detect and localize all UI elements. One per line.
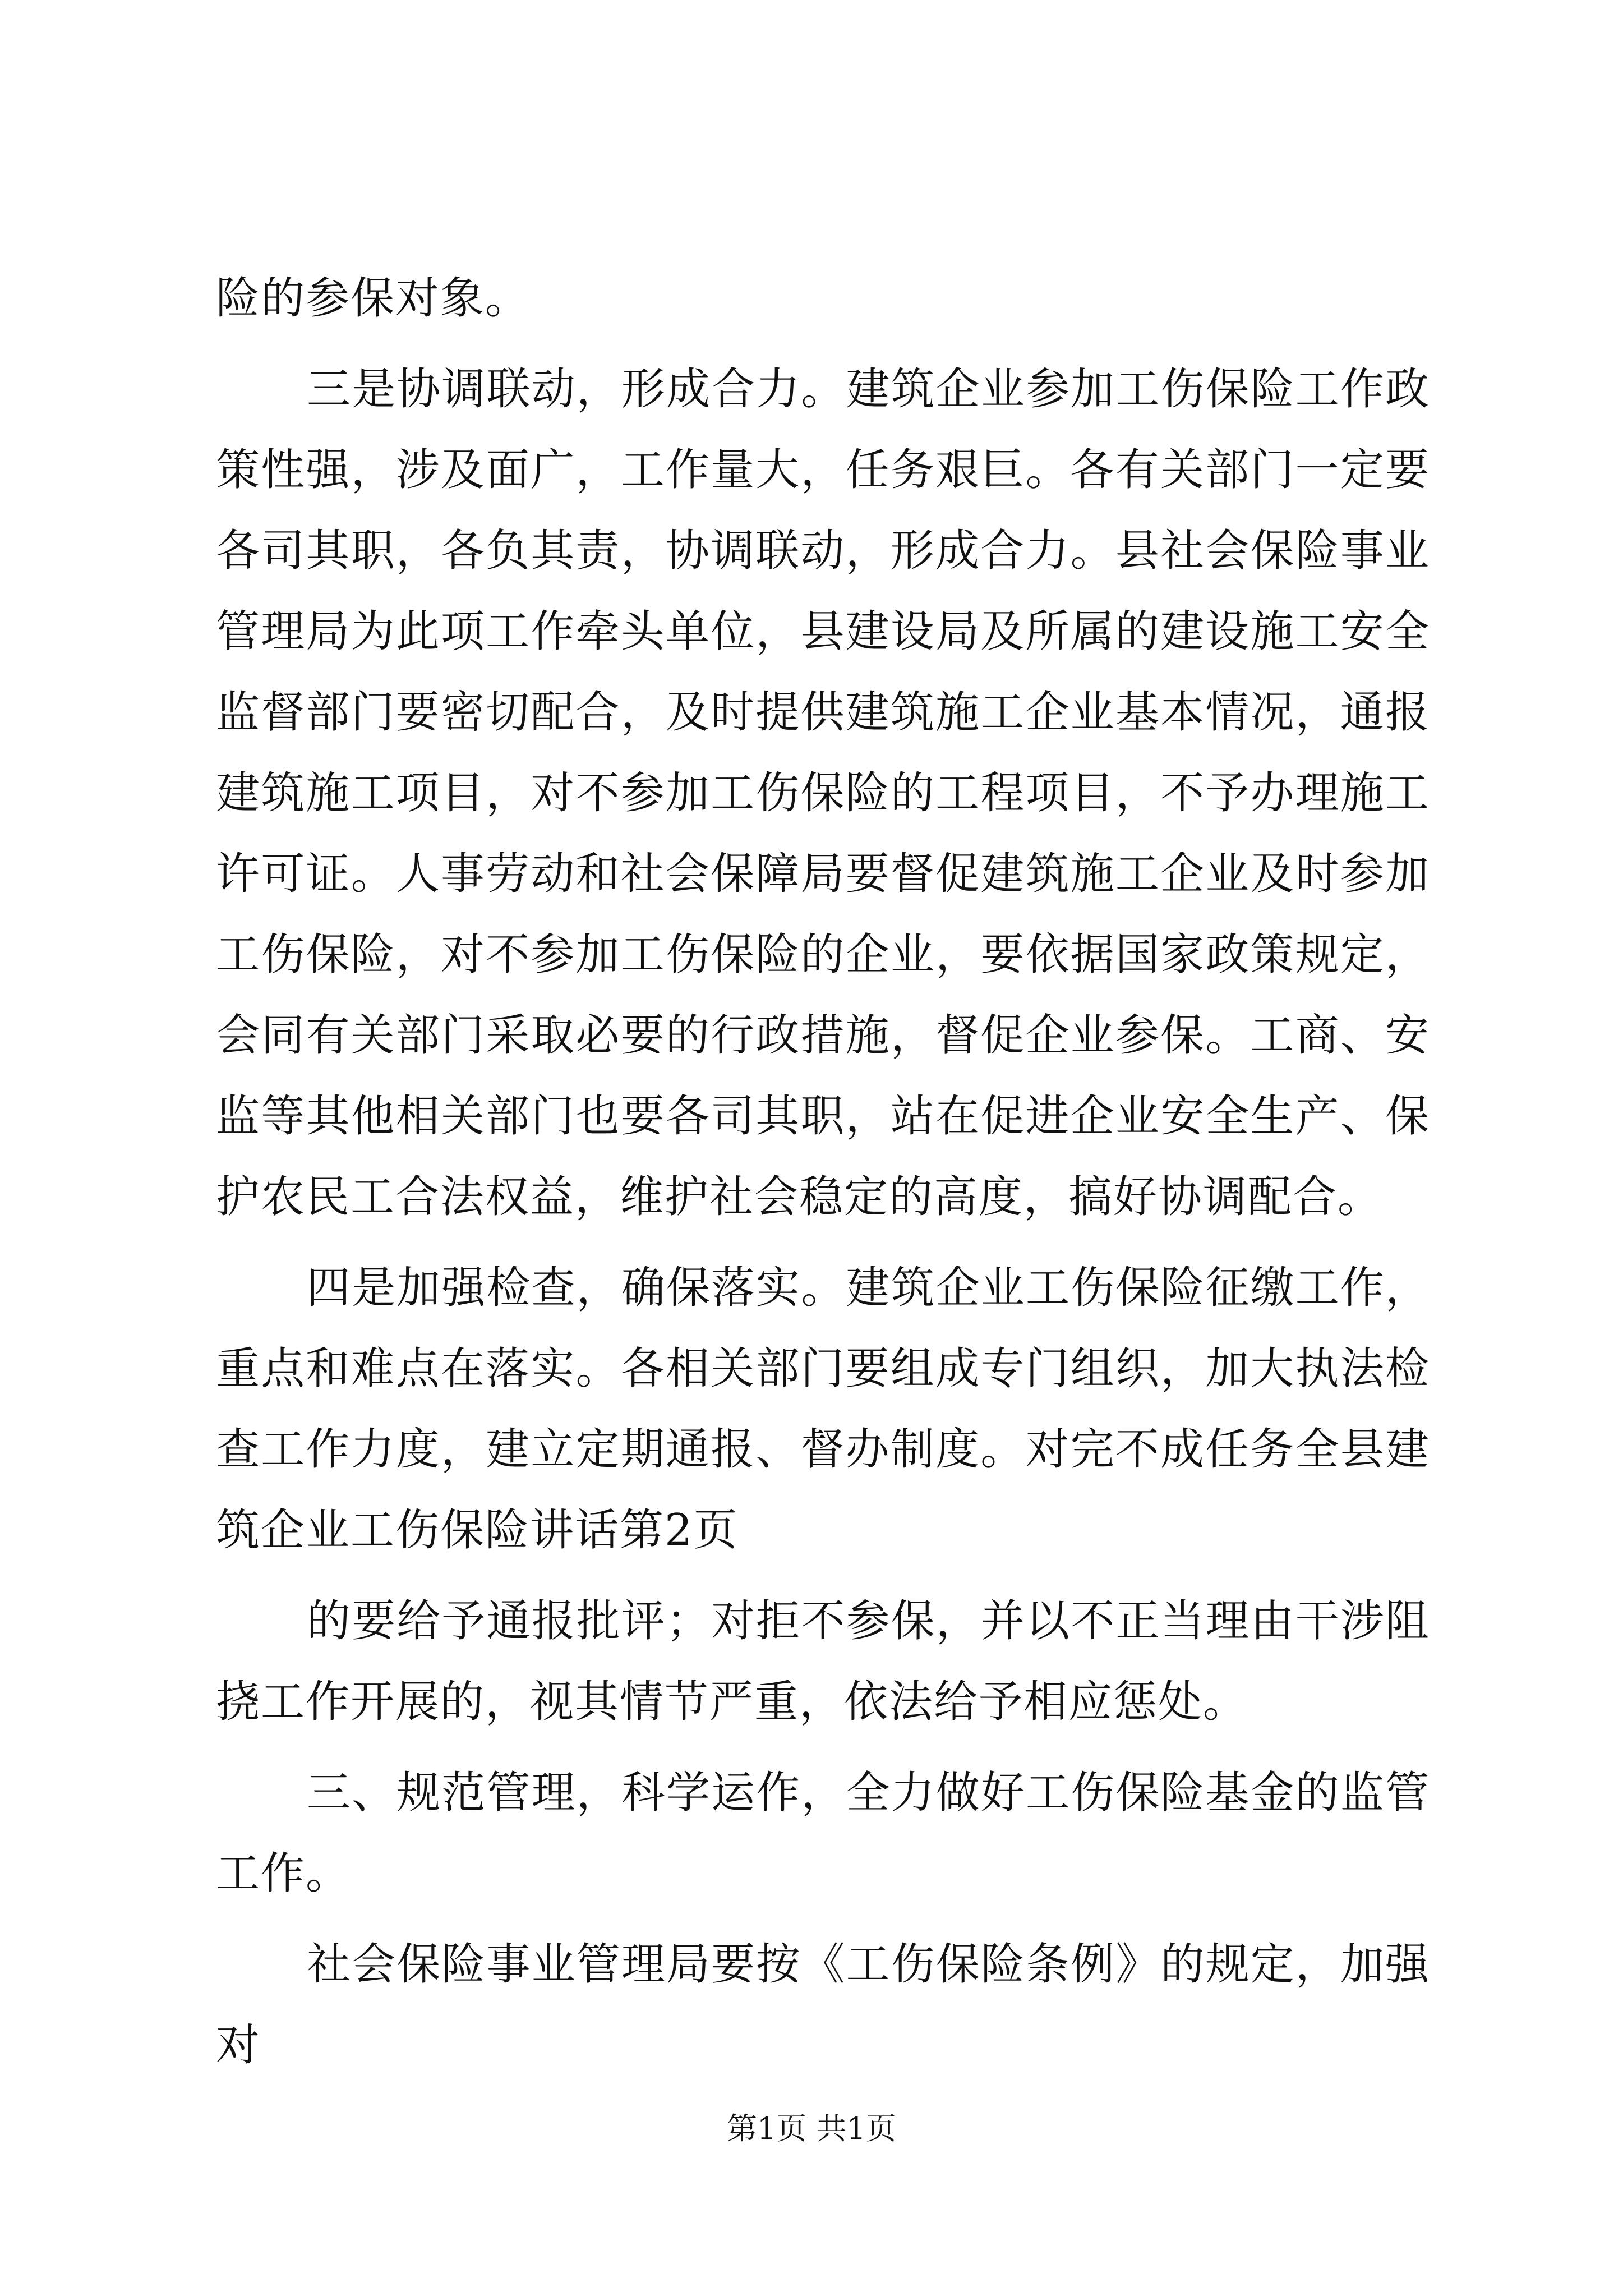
- paragraph-continuation: 险的参保对象。: [216, 273, 531, 324]
- page-footer: 第1页 共1页: [727, 2111, 896, 2146]
- paragraph-inspection: 四是加强检查，确保落实。建筑企业工伤保险征缴工作，重点和难点在落实。各相关部门要组成专门组织，加大执法检查工作力度，建立定期通报、督办制度。对完不成任务全县建筑企业工伤保险讲话第2页: [216, 1263, 1430, 1556]
- document-body: [216, 258, 1430, 2086]
- section-heading-fund-supervision: 三、规范管理，科学运作，全力做好工伤保险基金的监管工作。: [216, 1768, 1430, 1899]
- paragraph-penalty: 的要给予通报批评；对拒不参保，并以不正当理由干涉阻挠工作开展的，视其情节严重，依法给予相应惩处。: [216, 1596, 1430, 1727]
- paragraph-coordination: 三是协调联动，形成合力。建筑企业参加工伤保险工作政策性强，涉及面广，工作量大，任务艰巨。各有关部门一定要各司其职，各负其责，协调联动，形成合力。县社会保险事业管理局为此项工作牵头单位，县建设局及所属的建设施工安全监督部门要密切配合，及时提供建筑施工企业基本情况，通报建筑施工项目，对不参加工伤保险的工程项目，不予办理施工许可证。人事劳动和社会保障局要督促建筑施工企业及时参加工伤保险，对不参加工伤保险的企业，要依据国家政策规定，会同有关部门采取必要的行政措施，督促企业参保。工商、安监等其他相关部门也要各司其职，站在促进企业安全生产、保护农民工合法权益，维护社会稳定的高度，搞好协调配合。: [216, 364, 1430, 1222]
- paragraph-social-insurance: 社会保险事业管理局要按《工伤保险条例》的规定，加强对: [216, 1939, 1430, 2070]
